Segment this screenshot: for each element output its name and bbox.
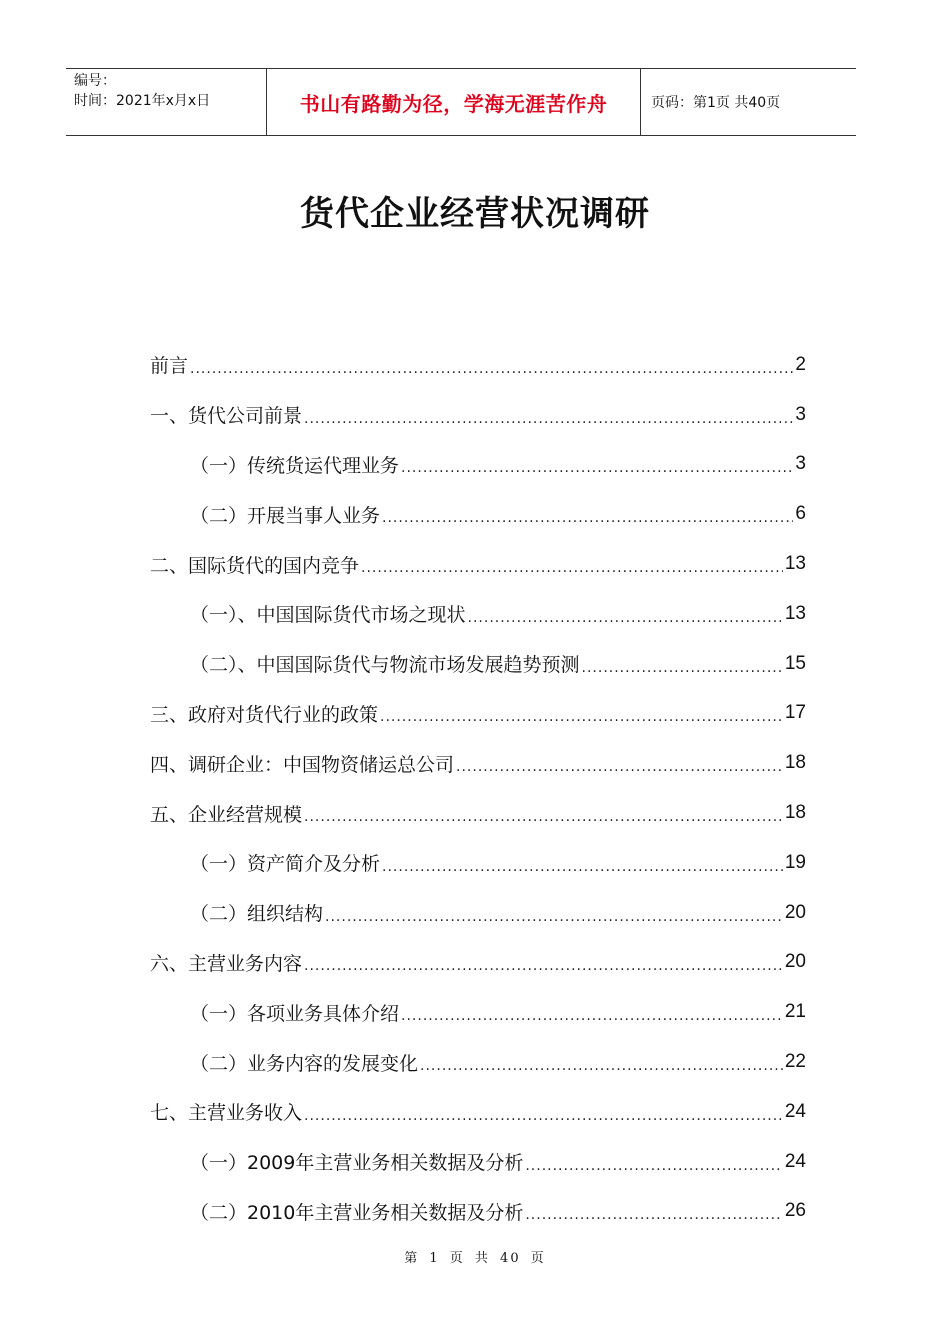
header-meta-cell [66, 69, 267, 135]
toc-leader-dots [468, 610, 783, 639]
toc-entry[interactable] [150, 987, 806, 1037]
toc-entry-text: 四、调研企业：中国物资储运总公司 [150, 753, 455, 776]
toc-entry-text: （一）各项业务具体介绍 [190, 1002, 400, 1025]
toc-leader-dots [361, 560, 783, 589]
header-table [66, 68, 856, 136]
toc-leader-dots [304, 809, 783, 838]
page-footer: 第 1 页 共 40 页 [404, 1251, 546, 1266]
document-title: 货代企业经营状况调研 [300, 194, 650, 234]
toc-entry-page: 6 [795, 503, 806, 525]
toc-entry[interactable] [150, 888, 806, 938]
toc-entry-page: 26 [784, 1200, 806, 1222]
toc-entry-text: 一、货代公司前景 [150, 405, 303, 428]
toc-entry-page: 18 [784, 752, 806, 774]
toc-entry[interactable] [150, 589, 806, 639]
toc-entry-text: （二）2010年主营业务相关数据及分析 [190, 1201, 524, 1224]
toc-entry-page: 22 [784, 1051, 806, 1073]
toc-entry-page: 3 [795, 453, 806, 475]
header-motto-cell [267, 69, 641, 135]
toc-leader-dots [325, 909, 783, 938]
toc-leader-dots [190, 361, 793, 390]
toc-entry-text: 六、主营业务内容 [150, 952, 303, 975]
toc-leader-dots [380, 709, 783, 738]
toc-entry[interactable] [150, 689, 806, 739]
toc-entry-text: （一）资产简介及分析 [190, 853, 381, 876]
toc-entry-text: （二）业务内容的发展变化 [190, 1052, 419, 1075]
header-page-cell [641, 69, 856, 135]
toc-entry[interactable] [150, 489, 806, 539]
toc-entry-text: 二、国际货代的国内竞争 [150, 554, 360, 577]
toc-leader-dots [304, 958, 783, 987]
toc-entry-text: 三、政府对货代行业的政策 [150, 703, 379, 726]
toc-entry-text: 前言 [150, 355, 189, 378]
toc-entry[interactable] [150, 738, 806, 788]
toc-entry-page: 13 [784, 602, 806, 624]
toc-leader-dots [525, 1207, 783, 1236]
toc-leader-dots [382, 510, 793, 539]
toc-entry[interactable] [150, 340, 806, 390]
toc-entry[interactable] [150, 390, 806, 440]
toc-entry-text: （二）、中国国际货代与物流市场发展趋势预测 [190, 654, 580, 677]
toc-entry-page: 2 [795, 353, 806, 375]
toc-entry[interactable] [150, 440, 806, 490]
header-motto: 书山有路勤为径，学海无涯苦作舟 [299, 91, 608, 116]
toc-entry-page: 20 [784, 951, 806, 973]
toc-entry-text: 七、主营业务收入 [150, 1102, 303, 1125]
toc-leader-dots [382, 859, 783, 888]
toc-entry-text: （一）传统货运代理业务 [190, 454, 400, 477]
serial-label: 编号： [74, 73, 116, 89]
toc-entry-page: 3 [795, 403, 806, 425]
toc-entry-text: （二）开展当事人业务 [190, 504, 381, 527]
toc-entry[interactable] [150, 938, 806, 988]
toc-entry-page: 13 [784, 553, 806, 575]
toc-entry[interactable] [150, 639, 806, 689]
toc-entry[interactable] [150, 1087, 806, 1137]
toc-leader-dots [420, 1058, 783, 1087]
toc-entry-page: 24 [784, 1100, 806, 1122]
toc-entry-page: 19 [784, 851, 806, 873]
header-page-info: 页码：第1页 共40页 [651, 95, 781, 111]
toc-entry[interactable] [150, 1137, 806, 1187]
toc-entry-text: （一）2009年主营业务相关数据及分析 [190, 1152, 524, 1175]
toc-entry-page: 17 [784, 702, 806, 724]
toc-entry[interactable] [150, 539, 806, 589]
toc-leader-dots [401, 1008, 783, 1037]
toc-entry-page: 24 [784, 1150, 806, 1172]
toc-entry-text: （一）、中国国际货代市场之现状 [190, 604, 466, 627]
toc-leader-dots [456, 759, 783, 788]
toc-entry-page: 15 [784, 652, 806, 674]
toc-entry-page: 20 [784, 901, 806, 923]
toc-leader-dots [401, 460, 793, 489]
toc-entry-page: 21 [784, 1001, 806, 1023]
toc-entry-page: 18 [784, 802, 806, 824]
toc-entry[interactable] [150, 838, 806, 888]
toc-leader-dots [582, 660, 783, 689]
toc-entry[interactable] [150, 788, 806, 838]
toc-entry-text: （二）组织结构 [190, 903, 324, 926]
toc-entry[interactable] [150, 1037, 806, 1087]
table-of-contents [150, 340, 806, 1236]
toc-leader-dots [304, 411, 793, 440]
toc-leader-dots [525, 1158, 783, 1187]
time-label: 时间：2021年x月x日 [74, 93, 211, 109]
toc-leader-dots [304, 1108, 783, 1137]
toc-entry-text: 五、企业经营规模 [150, 803, 303, 826]
toc-entry[interactable] [150, 1187, 806, 1237]
